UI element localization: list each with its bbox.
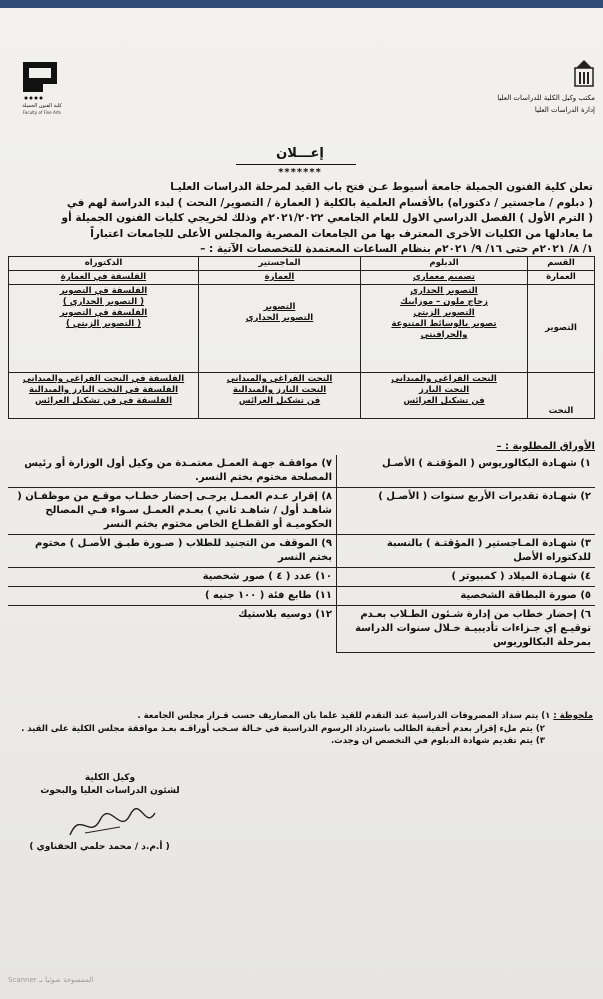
signature-block	[40, 772, 180, 798]
note-item: ٣) يتم تقديم شهادة الدبلوم في التخصص ان وجدت.	[330, 736, 545, 746]
cell-line: ( التصوير الجداري )	[62, 297, 145, 307]
cell-line: التصوير	[263, 302, 296, 312]
table-header-row	[9, 257, 595, 271]
table-row	[8, 568, 595, 587]
cell-line: النحت الفراغي والميداني	[226, 374, 333, 384]
department-name: إدارة الدراسات العليا	[534, 106, 595, 114]
announcement-title: إعـــلان	[276, 146, 324, 161]
intro-line: ( دبلوم / ماجستير / دكتوراه) بالأقسام العلمية بالكلية ( العمارة / التصوير/ النحت ) لبدء الدراسة لهم في	[66, 196, 593, 209]
cell-line: فن تشكيل العرائس	[403, 396, 485, 406]
table-row	[9, 271, 595, 285]
cell-line: الفلسفة في العمارة	[60, 272, 147, 282]
paper-item: ١) شهـادة البكالوريوس ( المؤقتـة ) الأصـل	[337, 455, 596, 488]
cell-line: الفلسفة في النحت البارز والميدالية	[28, 385, 179, 395]
phd-cell	[9, 373, 199, 419]
notes-label: ملحوظة :	[553, 711, 593, 721]
paper-item: ١٠) عدد ( ٤ ) صور شخصية	[8, 568, 337, 587]
cell-line: التصوير الجداري	[410, 286, 478, 296]
university-logo-icon	[573, 58, 595, 88]
notes-section	[10, 710, 593, 748]
paper-item: ٦) إحضار خطاب من إدارة شـئون الطـلاب بعـدم توقيـع إي جـزاءات تأديبيـة خـلال سنوات الدراسة بمرحلة البكالوريوس	[337, 606, 596, 653]
cell-line: الفلسفة في التصوير	[59, 308, 148, 318]
note-line	[10, 710, 593, 723]
cell-line: التصوير الجداري	[245, 313, 314, 323]
dept-cell: التصوير	[528, 285, 595, 373]
signer-office: لشئون الدراسات العليا والبحوث	[40, 786, 180, 796]
master-cell	[199, 373, 361, 419]
paper-item: ١٢) دوسيه بلاستيك	[238, 609, 332, 620]
diploma-cell	[361, 271, 528, 285]
phd-cell	[9, 271, 199, 285]
cell-line: زجاج ملون – موزاييك	[400, 297, 488, 307]
faculty-logo-icon	[17, 58, 67, 102]
cell-line: فن تشكيل العرائس	[238, 396, 321, 406]
paper-item: ٥) صورة البطاقة الشخصية	[337, 587, 596, 606]
scanner-watermark: Scanner الممسوحة ضوئيا بـ	[8, 976, 94, 984]
col-header-phd: الدكتوراه	[9, 257, 199, 271]
cell-line: النحت البارز	[418, 385, 470, 395]
handwritten-signature-icon	[60, 805, 160, 845]
table-row	[9, 373, 595, 419]
cell-line: التصوير الزيتي	[413, 308, 475, 318]
master-cell	[199, 285, 361, 373]
intro-line: تعلن كلية الفنون الجميلة جامعة أسيوط عـن فتح باب القيد لمرحلة الدراسات العليـا	[170, 181, 593, 193]
cell-line: النحت البارز والميدالية	[232, 385, 327, 395]
cell-line: الفلسفة في فن تشكيل العرائس	[35, 396, 172, 406]
dept-cell: العمارة	[528, 271, 595, 285]
cell-line: العمارة	[264, 272, 295, 282]
paper-item: ٢) شهـادة تقديرات الأربع سنوات ( الأصـل )	[337, 488, 596, 535]
signer-name: ( أ.م.د / محمد حلمي الحفناوي )	[29, 842, 170, 852]
cell-line: الفلسفة في النحت الفراغي والميداني	[22, 374, 185, 384]
intro-line: ١/ ٨/ ٢٠٢١م حتى ١٦/ ٩/ ٢٠٢١م بنظام الساعات المعتمدة للتخصصات الآتية : –	[200, 243, 593, 255]
university-header	[475, 58, 595, 116]
cell-line: الفلسفة في التصوير	[59, 286, 148, 296]
top-border	[0, 0, 603, 8]
col-header-diploma: الدبلوم	[361, 257, 528, 271]
note-item: ٢) يتم ملء إقرار بعدم أحقية الطالب باسترداد الرسوم الدراسية في حـالة سـحب أوراقـه بعـد موافقة مجلس الكلية على القيد .	[21, 723, 545, 734]
table-row	[8, 587, 595, 606]
table-row	[8, 606, 595, 653]
cell-line: ( التصوير الزيتي )	[65, 319, 142, 329]
col-header-master: الماجستير	[199, 257, 361, 271]
intro-line: ( الترم الأول ) الفصل الدراسي الاول للعام الجامعي ٢٠٢١/٢٠٢٢م وذلك لخريجي كليات الفنون الجميلة أو	[61, 212, 593, 224]
paper-item: ٧) موافقـة جهـة العمـل معتمـدة من وكيل أول الوزارة أو رئيس المصلحة مختوم بختم النسر.	[8, 455, 337, 488]
phd-cell	[9, 285, 199, 373]
paper-item: ٨) إقرار عـدم العمـل يرجـى إحضار خطـاب موقـع من موظفـان ( شاهـد أول / شاهـد ثاني ) بعـدم العمـل سـواء فـي المصالح الحكوميـة أو القطـاع الخاص مختوم بختم النسر	[8, 488, 337, 535]
office-name: مكتب وكيل الكلية للدراسات العليا	[497, 94, 595, 102]
required-papers-title: الأوراق المطلوبة : –	[496, 441, 595, 452]
diploma-cell	[361, 285, 528, 373]
faculty-header	[12, 58, 72, 116]
table-row	[8, 535, 595, 568]
col-header-dept: القسم	[528, 257, 595, 271]
specialization-table	[8, 256, 595, 419]
faculty-name-en: Faculty of Fine Arts	[23, 110, 61, 115]
table-row	[9, 285, 595, 373]
cell-line: تصميم معماري	[413, 272, 475, 282]
diploma-cell	[361, 373, 528, 419]
title-stars: *******	[278, 167, 322, 178]
cell-line: النحت الفراغي والميداني	[391, 374, 497, 384]
signer-title: وكيل الكلية	[84, 773, 136, 783]
paper-item: ١١) طابع فئة ( ١٠٠ جنيه )	[8, 587, 337, 606]
paper-item: ٤) شهـادة الميلاد ( كمبيوتر )	[337, 568, 596, 587]
intro-line: ما يعادلها من الكليات الأخرى المعترف بها من الجامعات المصرية والمجلس الأعلى للجامعات اعتباراً	[90, 227, 593, 240]
required-papers-table	[8, 455, 595, 653]
cell-line: والجرافيتي	[420, 330, 468, 340]
cell-line: تصوير بالوسائط المتنوعة	[391, 319, 497, 329]
note-item: ١) يتم سداد المصروفات الدراسية عند التقدم للقيد علما بان المصاريف حسب قـرار مجلس الجامعة .	[137, 711, 551, 721]
table-row	[8, 488, 595, 535]
intro-paragraph	[10, 180, 593, 258]
paper-item: ٩) الموقف من التجنيد للطلاب ( صـورة طبـق الأصـل ) مختوم بختم النسر	[8, 535, 337, 568]
dept-cell: النحت	[528, 373, 595, 419]
table-row	[8, 455, 595, 488]
title-underline	[236, 164, 356, 165]
paper-item: ٣) شهـادة المـاجستير ( المؤقتـة ) بالنسبة للدكتوراه الأصل	[337, 535, 596, 568]
faculty-name-ar: كلية الفنون الجميلة	[22, 103, 62, 109]
master-cell	[199, 271, 361, 285]
